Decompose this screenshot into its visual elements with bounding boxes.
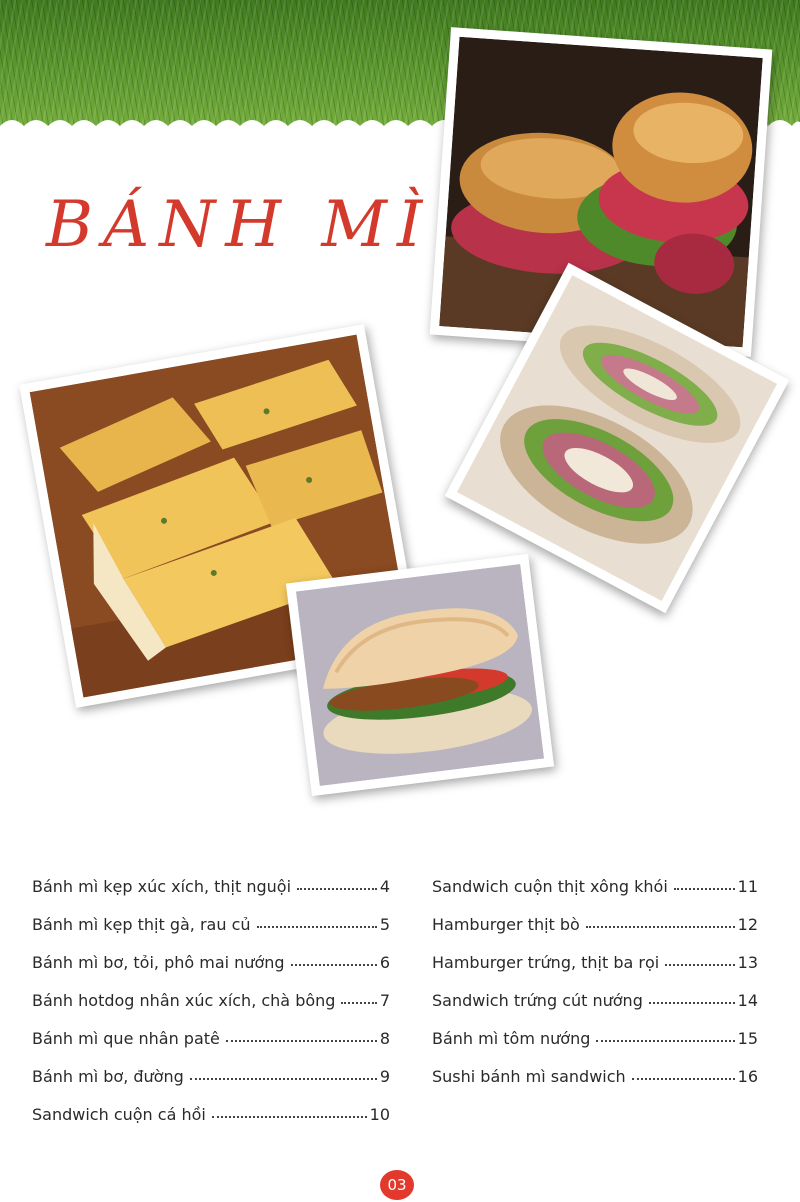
toc-leader (297, 888, 377, 890)
toc-leader (649, 1002, 735, 1004)
toc-entry-label: Sushi bánh mì sandwich (432, 1067, 626, 1086)
toc-entry-page: 5 (379, 915, 390, 934)
toc-entry-page: 4 (379, 877, 390, 896)
toc-entry-page: 14 (737, 991, 758, 1010)
baguette-sandwich-photo (286, 554, 554, 796)
toc-leader (291, 964, 377, 966)
toc-entry[interactable] (432, 972, 758, 1010)
toc-entry[interactable] (32, 1048, 390, 1086)
page-title: BÁNH MÌ (46, 188, 433, 262)
toc-entry-label: Sandwich trứng cút nướng (432, 991, 643, 1010)
toc-entry-label: Bánh mì que nhân patê (32, 1029, 220, 1048)
toc-entry-page: 13 (737, 953, 758, 972)
toc-entry-page: 10 (369, 1105, 390, 1124)
toc-entry[interactable] (32, 972, 390, 1010)
toc-entry[interactable] (32, 896, 390, 934)
toc-leader (257, 926, 377, 928)
toc-leader (586, 926, 735, 928)
toc-entry-label: Bánh mì kẹp xúc xích, thịt nguội (32, 877, 292, 896)
toc-entry-page: 15 (737, 1029, 758, 1048)
toc-leader (674, 888, 735, 890)
page-number-badge: 03 (380, 1170, 414, 1200)
toc-entry[interactable] (432, 1048, 758, 1086)
toc-entry-page: 12 (737, 915, 758, 934)
toc-entry-page: 11 (737, 877, 758, 896)
toc-leader (212, 1116, 367, 1118)
toc-entry[interactable] (432, 858, 758, 896)
toc-entry[interactable] (432, 896, 758, 934)
toc-leader (226, 1040, 377, 1042)
toc-entry-page: 7 (379, 991, 390, 1010)
toc-leader (596, 1040, 734, 1042)
toc-entry-page: 6 (379, 953, 390, 972)
toc-entry[interactable] (32, 934, 390, 972)
toc-entry-label: Sandwich cuộn thịt xông khói (432, 877, 668, 896)
toc-entry-page: 16 (737, 1067, 758, 1086)
toc-entry-label: Bánh mì tôm nướng (432, 1029, 591, 1048)
toc-entry-page: 8 (379, 1029, 390, 1048)
toc-left-column (32, 858, 390, 1124)
toc-entry-label: Bánh mì bơ, đường (32, 1067, 184, 1086)
toc-entry[interactable] (32, 1086, 390, 1124)
toc-entry-label: Sandwich cuộn cá hồi (32, 1105, 206, 1124)
toc-leader (190, 1078, 377, 1080)
toc-entry-label: Hamburger trứng, thịt ba rọi (432, 953, 660, 972)
toc-entry-label: Bánh hotdog nhân xúc xích, chà bông (32, 991, 336, 1010)
toc-leader (665, 964, 734, 966)
toc-entry-label: Bánh mì kẹp thịt gà, rau củ (32, 915, 251, 934)
toc-entry-label: Bánh mì bơ, tỏi, phô mai nướng (32, 953, 285, 972)
toc-right-column (432, 858, 758, 1086)
toc-entry[interactable] (32, 858, 390, 896)
toc-entry[interactable] (432, 1010, 758, 1048)
toc-leader (632, 1078, 735, 1080)
toc-entry[interactable] (32, 1010, 390, 1048)
toc-entry[interactable] (432, 934, 758, 972)
toc-leader (341, 1002, 376, 1004)
toc-entry-page: 9 (379, 1067, 390, 1086)
toc-entry-label: Hamburger thịt bò (432, 915, 580, 934)
